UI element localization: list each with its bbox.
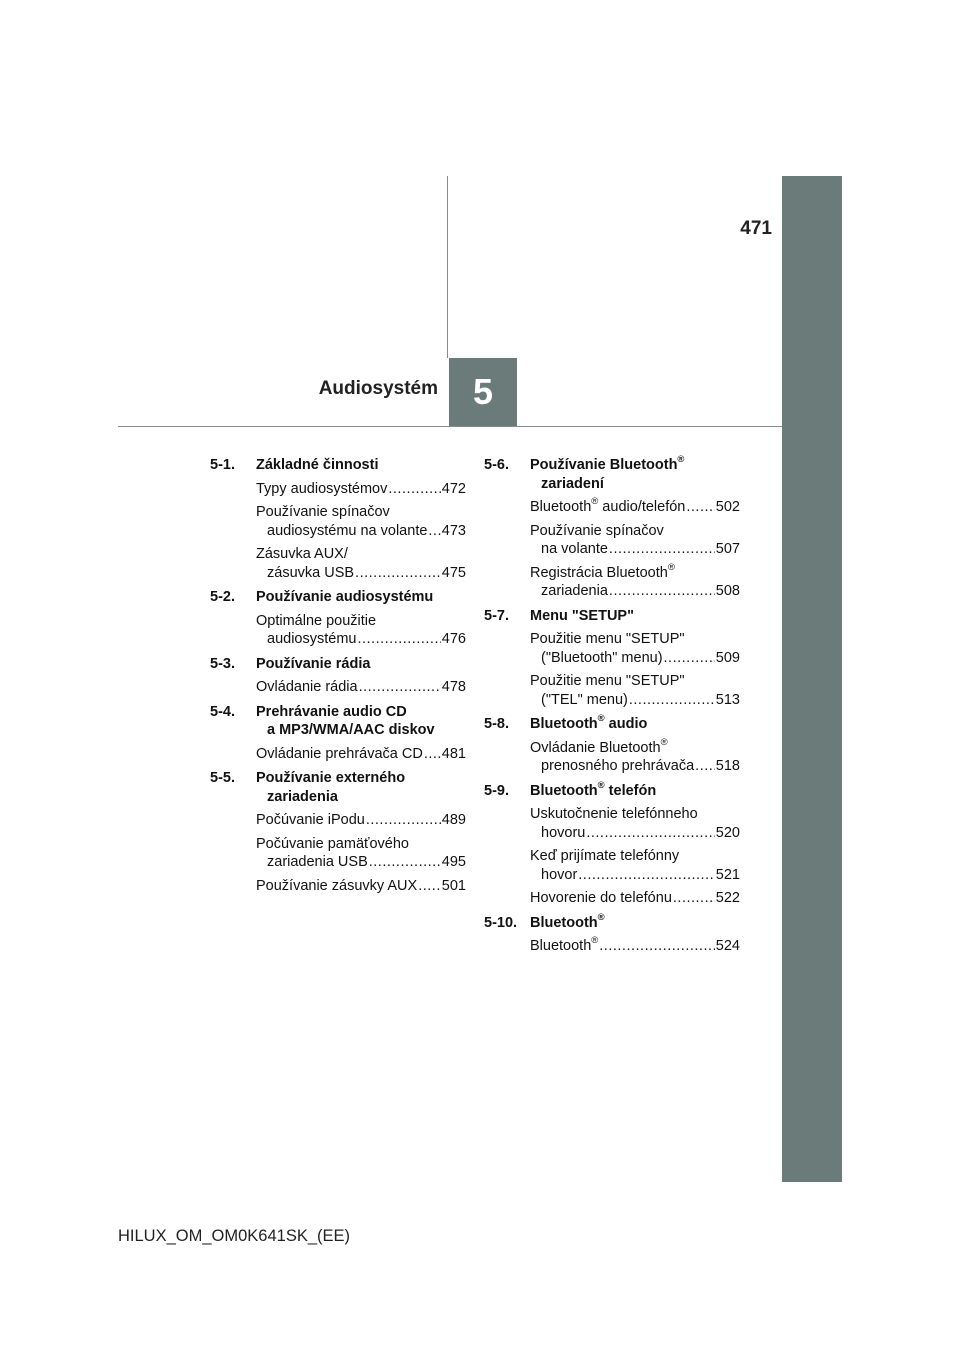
entry-text: Používanie spínačov: [530, 522, 664, 539]
toc-entry[interactable]: [530, 937, 740, 956]
entry-text: ("TEL" menu): [541, 691, 628, 708]
toc-section: [484, 607, 740, 710]
dot-leader: [418, 877, 441, 896]
entry-text: hovoru: [541, 824, 586, 841]
entry-page-number: 509: [715, 649, 740, 666]
dot-leader: [388, 480, 440, 499]
entry-page-number: 475: [441, 564, 466, 581]
header-rule: [118, 426, 782, 427]
entry-text: zásuvka USB: [267, 564, 355, 581]
section-title: Používanie audiosystému: [256, 589, 434, 605]
section-number: 5-10.: [484, 914, 518, 931]
toc-entry[interactable]: [256, 678, 466, 697]
document-code: HILUX_OM_OM0K641SK_(EE): [118, 1227, 351, 1245]
toc-entry[interactable]: [256, 612, 466, 649]
dot-leader: [357, 630, 440, 649]
entry-text: na volante: [541, 541, 608, 557]
entry-text: Použitie menu "SETUP": [530, 673, 685, 689]
section-title: Bluetooth® audio: [530, 713, 648, 732]
dot-leader: [424, 745, 441, 764]
entry-text: Používanie zásuvky AUX: [256, 877, 418, 894]
toc-section: [484, 715, 740, 776]
entry-page-number: 473: [441, 522, 466, 539]
entry-text: Počúvanie iPodu: [256, 812, 365, 828]
section-number: 5-6.: [484, 457, 509, 473]
entry-page-number: 524: [715, 938, 740, 954]
entry-text: Optimálne použitie: [256, 612, 377, 629]
toc-section: [210, 655, 466, 697]
toc-section: [484, 456, 740, 601]
entry-page-number: 472: [441, 480, 466, 497]
entry-page-number: 501: [441, 877, 466, 894]
toc-entry[interactable]: [530, 498, 740, 517]
entry-page-number: 508: [715, 583, 740, 599]
entry-text: Počúvanie pamäťového: [256, 835, 409, 852]
toc-section: [484, 911, 740, 956]
entry-page-number: 481: [441, 745, 466, 762]
dot-leader: [369, 853, 441, 872]
entry-text: Bluetooth® audio/telefón: [530, 496, 686, 515]
toc-entry[interactable]: [530, 847, 740, 884]
entry-text: ("Bluetooth" menu): [541, 649, 663, 666]
entry-page-number: 502: [715, 499, 740, 515]
dot-leader: [578, 866, 715, 885]
entry-text: Registrácia Bluetooth®: [530, 561, 675, 581]
entry-page-number: 521: [715, 866, 740, 883]
toc-entry[interactable]: [530, 561, 740, 601]
dot-leader: [686, 498, 714, 517]
entry-page-number: 513: [715, 691, 740, 708]
section-title: Používanie externého zariadenia: [256, 770, 406, 805]
toc-column-right: [484, 456, 740, 962]
page-number: 471: [740, 218, 772, 239]
entry-text: zariadenia USB: [267, 854, 368, 870]
entry-page-number: 520: [715, 824, 740, 841]
toc-section: [210, 456, 466, 582]
toc-entry[interactable]: [530, 672, 740, 709]
toc-entry[interactable]: [530, 736, 740, 776]
dot-leader: [673, 889, 715, 908]
entry-text: Keď prijímate telefónny: [530, 848, 680, 864]
dot-leader: [695, 757, 715, 776]
entry-page-number: 476: [441, 631, 466, 647]
entry-text: Používanie spínačov: [256, 504, 390, 520]
section-number: 5-1.: [210, 457, 235, 473]
entry-text: Použitie menu "SETUP": [530, 631, 685, 647]
toc-entry[interactable]: [256, 877, 466, 896]
entry-text: Bluetooth®: [530, 935, 599, 954]
entry-page-number: 507: [715, 541, 740, 557]
section-title: Používanie Bluetooth® zariadení: [530, 454, 685, 492]
entry-text: Ovládanie Bluetooth®: [530, 736, 668, 756]
section-number: 5-3.: [210, 655, 235, 672]
toc-entry[interactable]: [256, 545, 466, 582]
toc-section: [484, 779, 740, 908]
section-number: 5-2.: [210, 589, 235, 605]
toc-entry[interactable]: [530, 522, 740, 559]
toc-entry[interactable]: [256, 835, 466, 872]
section-title: Používanie rádia: [256, 655, 371, 672]
chapter-number: 5: [472, 371, 494, 412]
toc-entry[interactable]: [530, 630, 740, 667]
entry-text: Hovorenie do telefónu: [530, 890, 672, 906]
toc-entry[interactable]: [530, 805, 740, 842]
entry-text: Zásuvka AUX/: [256, 546, 348, 562]
dot-leader: [586, 824, 714, 843]
toc-column-left: [210, 456, 466, 901]
dot-leader: [664, 649, 715, 668]
entry-page-number: 518: [715, 758, 740, 774]
entry-page-number: 495: [441, 854, 466, 870]
chapter-number-badge: [449, 358, 517, 426]
entry-text: Uskutočnenie telefónneho: [530, 806, 698, 822]
chapter-side-tab: [782, 176, 842, 1182]
toc-entry[interactable]: [256, 503, 466, 540]
entry-page-number: 522: [715, 890, 740, 906]
section-number: 5-7.: [484, 607, 509, 624]
entry-text: hovor: [541, 866, 578, 883]
entry-page-number: 478: [441, 679, 466, 695]
section-number: 5-9.: [484, 782, 509, 799]
entry-text: Ovládanie prehrávača CD: [256, 745, 423, 762]
entry-text: Ovládanie rádia: [256, 679, 358, 695]
entry-text: Typy audiosystémov: [256, 480, 388, 497]
section-title: Prehrávanie audio CD a MP3/WMA/AAC diskov: [256, 703, 435, 738]
entry-text: audiosystému: [267, 631, 357, 647]
chapter-title: Audiosystém: [318, 378, 438, 399]
section-title: Základné činnosti: [256, 457, 379, 473]
dot-leader: [355, 564, 441, 583]
entry-text: prenosného prehrávača: [541, 758, 695, 774]
toc-entry[interactable]: [530, 889, 740, 908]
toc-entry[interactable]: [256, 480, 466, 499]
entry-text: zariadenia: [541, 583, 608, 599]
section-title: Menu "SETUP": [530, 607, 634, 624]
toc-entry[interactable]: [256, 745, 466, 764]
section-number: 5-5.: [210, 770, 235, 786]
dot-leader: [428, 522, 440, 541]
toc-section: [210, 703, 466, 764]
dot-leader: [629, 691, 715, 710]
dot-leader: [609, 582, 715, 601]
dot-leader: [366, 811, 441, 830]
dot-leader: [609, 540, 715, 559]
section-number: 5-4.: [210, 703, 235, 720]
vertical-rule: [447, 176, 448, 358]
toc-entry[interactable]: [256, 811, 466, 830]
section-title: Bluetooth®: [530, 911, 605, 931]
dot-leader: [359, 678, 441, 697]
entry-page-number: 489: [441, 812, 466, 828]
section-number: 5-8.: [484, 716, 509, 732]
entry-text: audiosystému na volante: [267, 522, 428, 539]
toc-section: [210, 588, 466, 649]
section-title: Bluetooth® telefón: [530, 779, 657, 799]
toc-section: [210, 769, 466, 895]
dot-leader: [599, 937, 715, 956]
